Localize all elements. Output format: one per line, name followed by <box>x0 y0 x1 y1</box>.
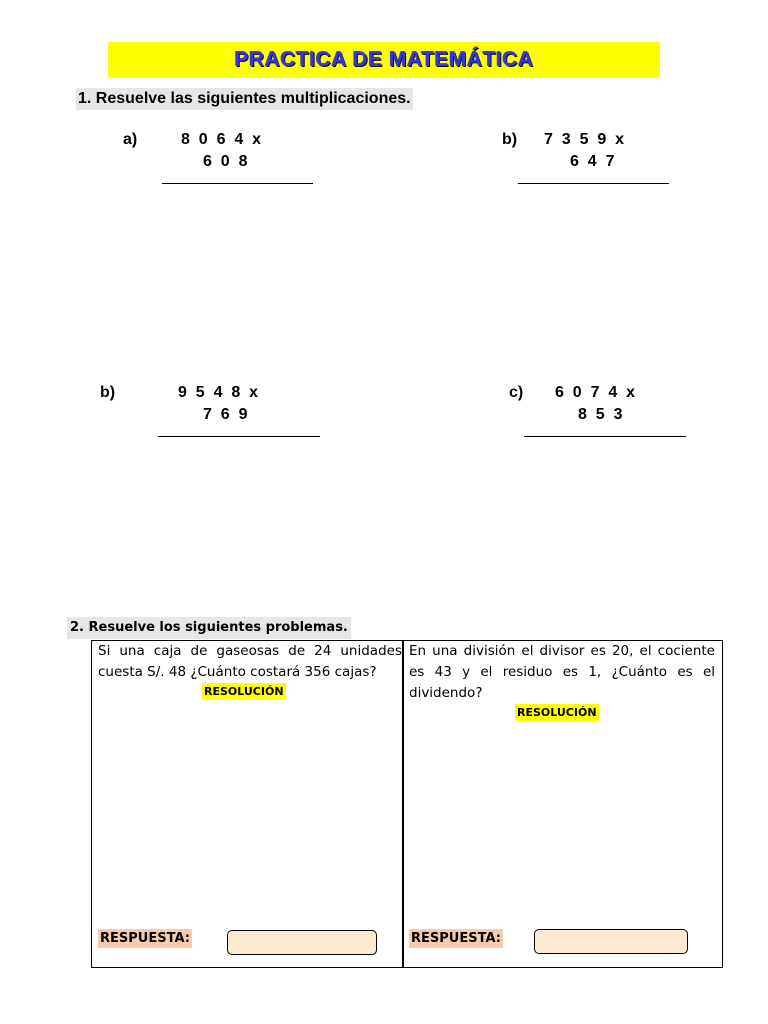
multiplicand: 7 3 5 9 x <box>544 131 625 148</box>
problem-label: b) <box>100 384 116 401</box>
multiplicand: 9 5 4 8 x <box>178 384 259 401</box>
multiplier: 7 6 9 <box>203 406 248 423</box>
problem-text: En una división el divisor es 20, el cociente es 43 y el residuo es 1, ¿Cuánto es el dividendo? <box>409 643 715 701</box>
answer-box[interactable] <box>227 930 377 955</box>
title-banner <box>108 42 660 78</box>
resolution-label: RESOLUCIÓN <box>517 706 597 719</box>
problem-label: b) <box>502 131 518 148</box>
multiplicand: 6 0 7 4 x <box>555 384 636 401</box>
answer-label: RESPUESTA: <box>411 931 501 946</box>
resolution-label: RESOLUCIÓN <box>204 685 284 698</box>
multiplication-c <box>509 384 709 444</box>
multiplier: 6 0 8 <box>203 153 248 170</box>
problem-box-1 <box>91 640 404 968</box>
problem-label: c) <box>509 384 524 401</box>
problem-box-2 <box>402 640 723 968</box>
answer-label: RESPUESTA: <box>100 931 190 946</box>
multiplication-b <box>502 131 702 191</box>
page-title: PRACTICA DE MATEMÁTICA <box>234 48 534 71</box>
result-line <box>518 183 669 184</box>
section-1-heading: 1. Resuelve las siguientes multiplicaciones. <box>76 88 413 110</box>
multiplier: 6 4 7 <box>570 153 615 170</box>
result-line <box>524 436 686 437</box>
result-line <box>158 436 320 437</box>
multiplier: 8 5 3 <box>578 406 623 423</box>
multiplication-a <box>123 131 323 191</box>
section-2-heading: 2. Resuelve los siguientes problemas. <box>67 617 351 639</box>
multiplication-b2 <box>100 384 330 444</box>
problem-label: a) <box>123 131 138 148</box>
result-line <box>162 183 313 184</box>
answer-box[interactable] <box>534 929 688 954</box>
problem-text: Si una caja de gaseosas de 24 unidades cuesta S/. 48 ¿Cuánto costará 356 cajas? <box>98 643 402 680</box>
multiplicand: 8 0 6 4 x <box>181 131 262 148</box>
